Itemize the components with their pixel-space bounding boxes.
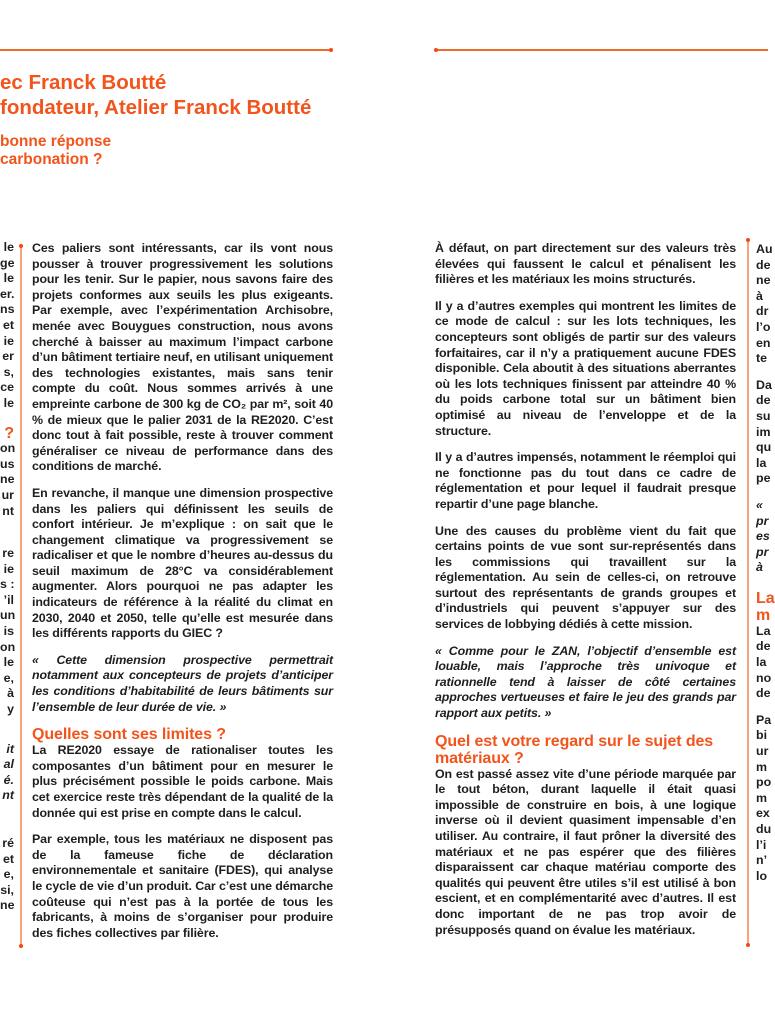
clip-line: n’ bbox=[756, 853, 768, 868]
clip-line: ex bbox=[756, 806, 770, 821]
left-clip-block-b bbox=[0, 441, 14, 519]
clip-line: re bbox=[2, 546, 14, 561]
article-column-1 bbox=[32, 241, 333, 952]
column-rule-right bbox=[747, 240, 749, 945]
clip-line: is bbox=[3, 624, 14, 639]
clip-line: al bbox=[3, 757, 14, 772]
clip-line: ns bbox=[0, 302, 15, 317]
clip-line: nt bbox=[2, 788, 14, 803]
article-column-2 bbox=[435, 241, 736, 949]
clip-line: à bbox=[7, 686, 14, 701]
right-clip-heading bbox=[756, 589, 775, 624]
clip-line: e, bbox=[3, 670, 14, 685]
right-clip-block-d bbox=[756, 623, 772, 702]
paragraph: Il y a d’autres exemples qui montrent les limites de ce mode de calcul : sur les lots techniques, les concepteurs sont obligés de partir sur des valeurs forfaitaires, car il n’y a pratiquement aucune FDES disponible. Cela aboutit à des situations aberrantes où les lots techniques finissent par atteindre 40 % du poids carbone total sur un bâtiment bien optimisé au niveau de l’enveloppe et de la structure. bbox=[435, 298, 736, 438]
clip-heading-line: m bbox=[756, 606, 771, 624]
left-clip-block-d bbox=[0, 742, 14, 804]
clip-line: l’o bbox=[756, 319, 771, 334]
clip-line: no bbox=[756, 670, 772, 685]
clip-line: l’i bbox=[756, 837, 767, 852]
clip-line: et bbox=[2, 851, 14, 866]
top-rule-right-page bbox=[436, 49, 768, 51]
left-clip-block-a bbox=[0, 240, 14, 412]
clip-line: es bbox=[756, 529, 770, 544]
clip-line: é. bbox=[3, 772, 14, 787]
paragraph: Ces paliers sont intéressants, car ils vont nous pousser à trouver progressivement les solutions pour les tenir. Sur le papier, nous savons faire des projets conformes aux seuils les plus exigeants. Par exemple, avec l’expérimentation Archisobre, menée avec Bouygues construction, nous avons cherché à baisser au maximum l’impact carbone d’un bâtiment tertiaire neuf, en utilisant uniquement des technologies existantes, mais sans tenir compte du coût. Nous sommes arrivés à une empreinte carbone de 300 kg de CO₂ par m², soit 40 % de mieux que le palier 2031 de la RE2020. C’est donc tout à fait possible, reste à trouver comment généraliser ce niveau de performance dans des conditions de marché. bbox=[32, 241, 333, 474]
right-clip-block-a bbox=[756, 242, 773, 367]
clip-line: it bbox=[6, 741, 14, 756]
left-clipped-column bbox=[0, 240, 14, 914]
paragraph: À défaut, on part directement sur des valeurs très élevées qui faussent le calcul et pénalisent les filières et les matériaux les moins structurés. bbox=[435, 241, 736, 287]
clip-line: à bbox=[756, 288, 763, 303]
title-line-name: ec Franck Boutté bbox=[0, 71, 167, 94]
clip-line: m bbox=[756, 790, 768, 805]
clip-line: nt bbox=[2, 503, 14, 518]
clip-line: et bbox=[2, 317, 14, 332]
clip-line: ne bbox=[0, 898, 15, 913]
pull-quote: « Comme pour le ZAN, l’objectif d’ensemble est louable, mais l’approche très univoque et rationnelle tend à laisser de côté certaines approches vertueuses et faire le jeu des grands par rapport aux petits. » bbox=[435, 643, 736, 721]
clip-line: de bbox=[756, 257, 771, 272]
paragraph: Par exemple, tous les matériaux ne disposent pas de la fameuse fiche de déclaration environnementale et sanitaire (FDES), qui analyse le cycle de vie d’un produit. Car c’est une démarche coûteuse qui n’est pas à la portée de tous les fabricants, à moins de s’organiser pour produire des fiches collectives par filière. bbox=[32, 832, 333, 940]
clip-line: im bbox=[756, 424, 771, 439]
clip-line: La bbox=[756, 623, 771, 638]
pull-quote: « Cette dimension prospective permettrait notamment aux concepteurs de projets d’anticiper les conditions d’habitabilité de leurs bâtiments sur l’ensemble de leur durée de vie. » bbox=[32, 652, 333, 714]
paragraph: Il y a d’autres impensés, notamment le réemploi qui ne fonctionne pas du tout dans ce cadre de réglementation et pour lequel il faudrait presque repartir d’une page blanche. bbox=[435, 450, 736, 511]
clip-line: er bbox=[2, 349, 14, 364]
clip-line: dr bbox=[756, 304, 769, 319]
clip-line: la bbox=[756, 655, 767, 670]
clip-line: s, bbox=[3, 364, 14, 379]
clip-line: un bbox=[0, 608, 16, 623]
question-line-2: carbonation ? bbox=[0, 151, 103, 168]
clip-line: su bbox=[756, 408, 771, 423]
clip-heading-line: La bbox=[756, 589, 775, 607]
right-clipped-column bbox=[756, 242, 775, 884]
clip-line: ce bbox=[0, 380, 14, 395]
clip-line: Da bbox=[756, 377, 772, 392]
clip-line: ré bbox=[2, 836, 14, 850]
clip-line: la bbox=[756, 455, 767, 470]
clip-line: qu bbox=[756, 440, 772, 455]
interview-question-headline bbox=[0, 133, 111, 169]
section-heading: Quelles sont ses limites ? bbox=[32, 726, 226, 744]
clip-line: po bbox=[756, 775, 772, 790]
clip-line: on bbox=[0, 441, 16, 456]
right-clip-block-e bbox=[756, 712, 772, 885]
clip-line: ur bbox=[756, 744, 769, 759]
clip-line: ne bbox=[0, 472, 15, 487]
clip-line: le bbox=[3, 271, 14, 286]
clip-line: pr bbox=[756, 544, 769, 559]
left-clip-block-c bbox=[0, 546, 14, 718]
right-clip-block-b bbox=[756, 377, 772, 487]
clip-line: Au bbox=[756, 242, 773, 256]
clip-line: bi bbox=[756, 728, 768, 743]
paragraph: La RE2020 essaye de rationaliser toutes les composantes d’un bâtiment pour en mesurer le plus précisément possible le poids carbone. Mais cet exercice reste très dépendant de la qualité de la donnée qui est prise en compte dans le calcul. bbox=[32, 743, 333, 820]
clip-line: ge bbox=[0, 255, 15, 270]
paragraph: En revanche, il manque une dimension prospective dans les paliers qui définissent les seuils de confort intérieur. Je m’explique : on sait que le changement climatique va progressivement se radicaliser et que le nombre d’heures au-dessus du seuil maximum de 28°C va considérablement augmenter. Alors pourquoi ne pas adapter les indicateurs de référence à la réalité du climat en 2030, 2040 et 2050, telle qu’elle est mesurée dans les différents rapports du GIEC ? bbox=[32, 485, 333, 641]
clip-line: ie bbox=[3, 333, 14, 348]
clip-line: le bbox=[3, 395, 14, 410]
clip-line: de bbox=[756, 686, 771, 701]
paragraph: Une des causes du problème vient du fait que certains points de vue sont sur-représentés dans les commissions qui travaillent sur la réglementation. Au sein de celles-ci, on retrouve surtout des représentants de grands groupes et d’industriels qui peuvent s’appuyer sur des services de lobbying dédiés à cette mission. bbox=[435, 523, 736, 632]
clip-line: y bbox=[7, 702, 14, 717]
clip-line: er. bbox=[0, 286, 15, 301]
clip-line: te bbox=[756, 351, 768, 366]
clip-line: s : bbox=[0, 577, 15, 592]
clip-line: e, bbox=[3, 867, 14, 882]
clip-line: ur bbox=[1, 487, 14, 502]
clip-line: lo bbox=[756, 868, 768, 883]
clip-line: on bbox=[0, 639, 16, 654]
clip-line: pe bbox=[756, 471, 771, 486]
clip-line: le bbox=[3, 240, 14, 254]
left-clip-heading: ? bbox=[4, 424, 14, 442]
left-clip-block-e bbox=[0, 836, 14, 914]
clip-line: Pa bbox=[756, 712, 772, 727]
right-clip-block-c bbox=[756, 498, 768, 576]
clip-line: ie bbox=[3, 561, 14, 576]
question-line-1: bonne réponse bbox=[0, 133, 112, 150]
clip-line: us bbox=[0, 456, 15, 471]
clip-line: en bbox=[756, 335, 771, 350]
clip-line: du bbox=[756, 822, 772, 836]
clip-line: pr bbox=[756, 513, 769, 528]
clip-line: ne bbox=[756, 273, 771, 288]
top-rule-left-page bbox=[0, 49, 331, 51]
clip-line: le bbox=[3, 655, 14, 670]
clip-line: à bbox=[756, 560, 763, 575]
paragraph: On est passé assez vite d’une période marquée par le tout béton, durant laquelle il était quasi impossible de construire en bois, à une logique inverse où il devient quasiment impensable d’en utiliser. Au contraire, il faut prôner la diversité des matériaux et ne pas espérer que des filières disparaissent car chaque matériau comporte des qualités qui peuvent être utiles s’il est utilisé à bon escient, et en complémentarité avec d’autres. Il est donc important de ne pas trop avoir de présupposés quand on évalue les matériaux. bbox=[435, 766, 736, 937]
clip-line: m bbox=[756, 759, 768, 774]
clip-line: de bbox=[756, 639, 771, 654]
clip-line: de bbox=[756, 393, 771, 408]
clip-line: « bbox=[756, 497, 763, 512]
interview-title bbox=[0, 70, 311, 120]
clip-line: si, bbox=[0, 882, 14, 897]
section-heading: Quel est votre regard sur le sujet des matériaux ? bbox=[435, 732, 714, 767]
title-line-role: fondateur, Atelier Franck Boutté bbox=[0, 96, 312, 119]
clip-line: ’il bbox=[3, 592, 14, 607]
column-rule-left bbox=[20, 246, 22, 946]
